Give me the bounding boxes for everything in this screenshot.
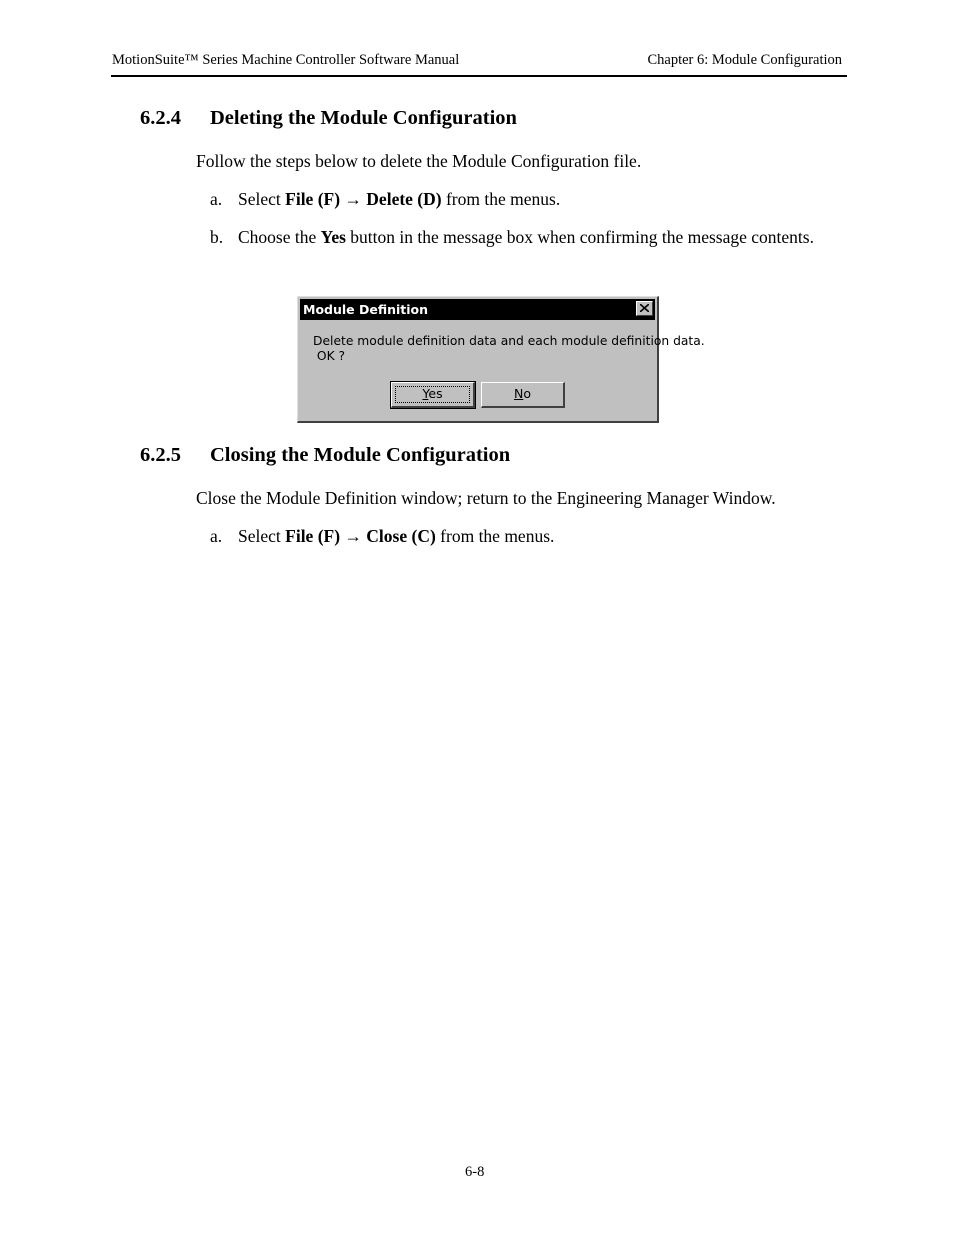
close-button[interactable] (636, 301, 653, 316)
dialog-title: Module Definition (303, 302, 429, 317)
dialog-titlebar (300, 299, 655, 320)
section-number: 6.2.5 (140, 444, 181, 466)
arrow: → (340, 526, 367, 546)
step-text: from the menus. (441, 189, 561, 209)
step-text: button in the message box when confirming the message contents. (345, 227, 814, 247)
step-text: from the menus. (435, 526, 555, 546)
step-a-close (210, 525, 820, 547)
step-text: Select (238, 189, 286, 209)
step-marker: a. (210, 189, 223, 209)
no-mnemonic: N (513, 386, 524, 401)
step-text: Select (238, 526, 286, 546)
yes-label: Yes (320, 227, 346, 247)
chapter-title: Chapter 6: Module Configuration (647, 52, 842, 68)
section-title: Closing the Module Configuration (210, 444, 511, 466)
no-label: o (523, 386, 531, 401)
section-number: 6.2.4 (140, 107, 181, 129)
section-intro: Follow the steps below to delete the Module Configuration file. (196, 151, 642, 171)
page-header (111, 50, 847, 77)
dialog-message: Delete module definition data and each module definition data. OK ? (313, 334, 705, 363)
step-a-delete (210, 188, 820, 210)
menu-delete: Delete (D) (366, 189, 442, 209)
section-heading-6-2-4 (140, 107, 517, 130)
step-marker: b. (210, 227, 224, 247)
step-marker: a. (210, 526, 223, 546)
page-number: 6-8 (465, 1164, 485, 1180)
module-definition-dialog (297, 296, 705, 423)
no-button[interactable] (481, 382, 565, 408)
section-intro: Close the Module Definition window; return to the Engineering Manager Window. (196, 488, 776, 508)
close-icon (640, 304, 649, 312)
yes-button[interactable] (391, 382, 475, 408)
section-heading-6-2-5 (140, 444, 510, 467)
step-text: Choose the (238, 227, 321, 247)
yes-label: es (428, 386, 443, 401)
menu-file: File (F) (285, 526, 341, 546)
menu-file: File (F) (285, 189, 341, 209)
yes-mnemonic: Y (422, 386, 429, 401)
step-b-confirm (210, 226, 820, 248)
section-title: Deleting the Module Configuration (210, 107, 517, 129)
manual-title: MotionSuite™ Series Machine Controller Software Manual (112, 52, 460, 68)
menu-close: Close (C) (366, 526, 436, 546)
arrow: → (340, 189, 367, 209)
focus-rect (395, 386, 470, 403)
